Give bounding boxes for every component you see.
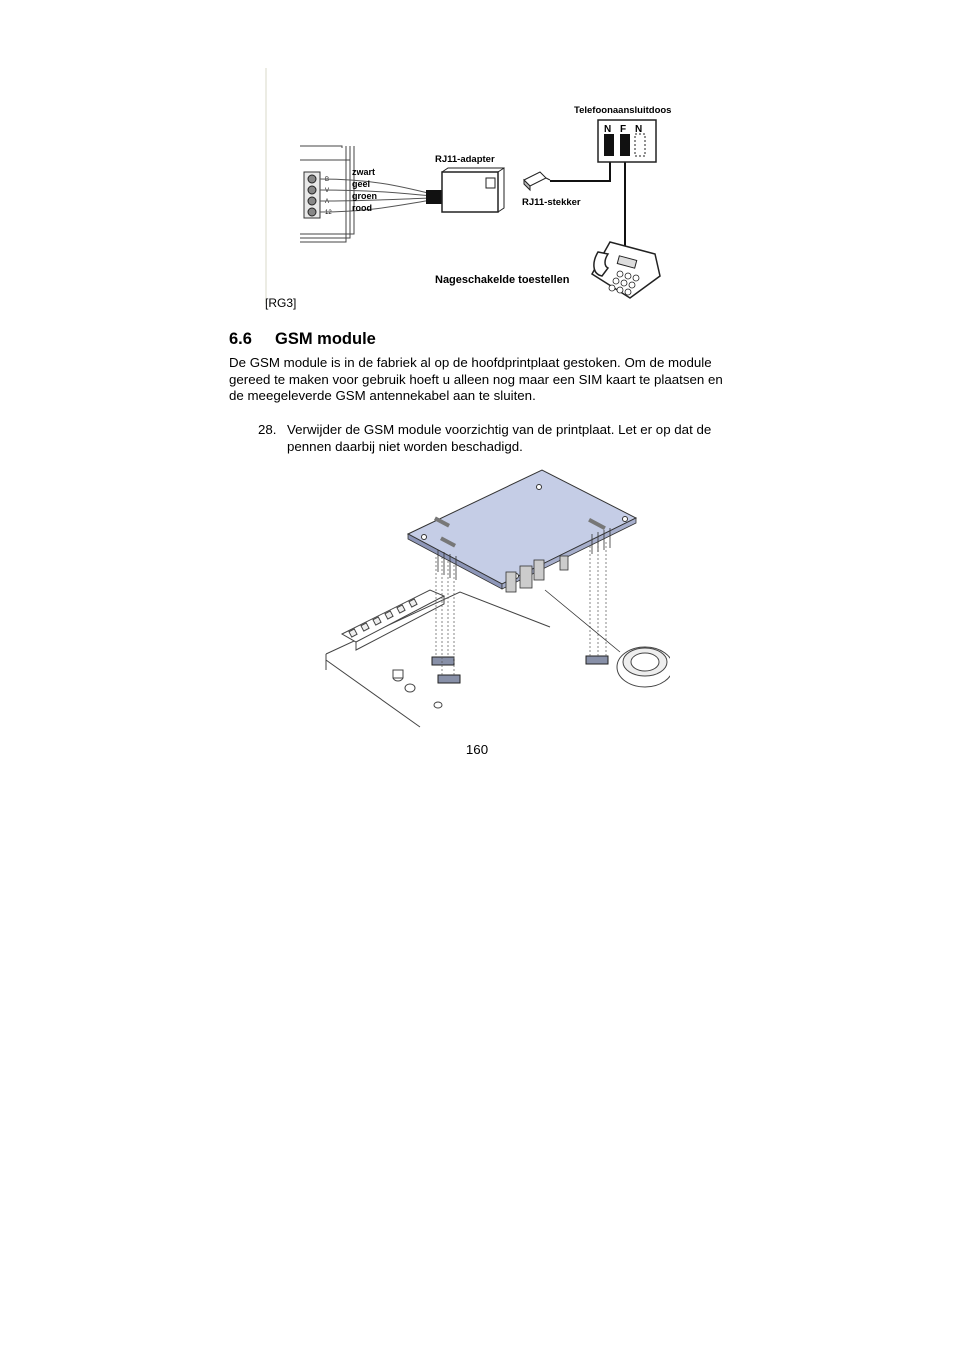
box-letter-n2: N [635,124,643,135]
terminal-block [300,146,354,242]
step-item [258,422,748,455]
intro-paragraph: De GSM module is in de fabriek al op de hoofdprintplaat gestoken. Om de module gereed te maken voor gebruik hoeft u alleen nog maar een SIM kaart te plaatsen en de meegeleverde GSM antennekabel aan te sluiten. [229,355,723,403]
devices-label: Nageschakelde toestellen [435,274,570,286]
gsm-module-diagram [320,462,670,734]
wiring-diagram [260,62,700,312]
wire-label-groen: groen [352,191,378,201]
rj11-plug-icon [522,172,581,208]
box-letter-f: F [620,124,627,135]
rj11-adapter [426,154,504,212]
telephone-junction-box [574,105,671,162]
adapter-label: RJ11-adapter [435,154,495,165]
box-letter-n: N [604,124,612,135]
telephone-icon [435,242,660,298]
step-text: Verwijder de GSM module voorzichtig van de printplaat. Let er op dat de pennen daarbij niet worden beschadigd. [287,422,712,454]
terminal-label: A [325,199,330,205]
step-number: 28. [258,422,277,437]
plug-label: RJ11-stekker [522,197,581,208]
wire-label-zwart: zwart [352,167,376,177]
terminal-label: V [325,188,330,194]
section-heading [229,330,376,349]
page-number: 160 [465,742,489,757]
terminal-label: 12 [325,210,332,216]
box-label: Telefoonaansluitdoos [574,105,672,116]
terminal-label: B [325,177,330,183]
section-number: 6.6 [229,330,252,348]
main-pcb [326,590,670,727]
wire-label-rood: rood [352,203,372,213]
section-title: GSM module [275,330,376,348]
wire-label-geel: geel [352,179,371,189]
figure-caption: [RG3] [265,296,297,310]
